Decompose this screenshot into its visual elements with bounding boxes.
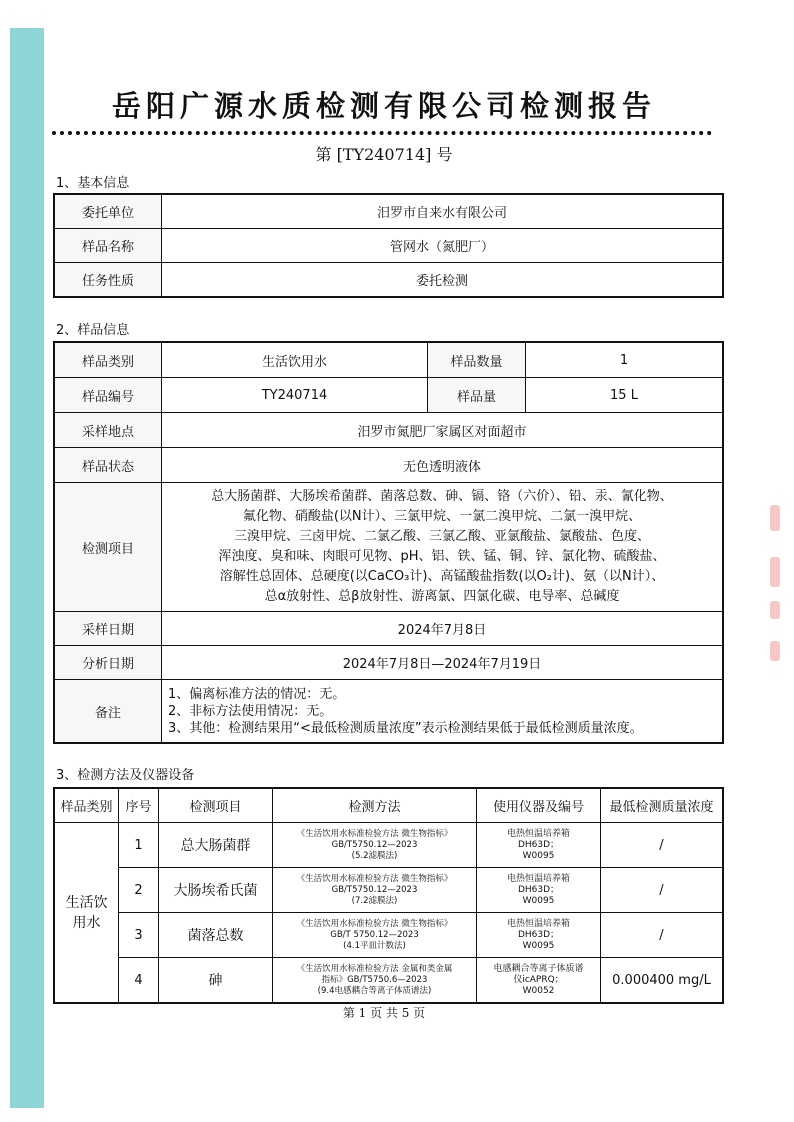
instrument-line: DH63D； bbox=[517, 884, 560, 895]
label-analysis-date: 分析日期 bbox=[55, 646, 162, 680]
test-items-line: 溶解性总固体、总硬度(以CaCO₃计)、高锰酸盐指数(以O₂计)、氨（以N计）、 bbox=[219, 569, 665, 584]
test-items-line: 总α放射性、总β放射性、游离氯、四氯化碳、电导率、总碱度 bbox=[264, 589, 620, 604]
label-sample-no: 样品编号 bbox=[55, 378, 162, 413]
method-line: 《生活饮用水标准检验方法 微生物指标》 bbox=[296, 918, 453, 929]
title-divider bbox=[52, 131, 712, 135]
row-limit: / bbox=[601, 868, 723, 913]
value-sampling-date: 2024年7月8日 bbox=[162, 612, 723, 646]
label-sample-name: 样品名称 bbox=[55, 229, 162, 263]
col-header-category: 样品类别 bbox=[55, 789, 119, 823]
methods-table bbox=[54, 788, 723, 1003]
category-cell: 生活饮用水 bbox=[55, 823, 119, 1003]
left-edge-strip bbox=[10, 28, 44, 1108]
section-2-heading: 2、样品信息 bbox=[56, 323, 130, 338]
row-method bbox=[273, 913, 477, 958]
test-items-line: 总大肠菌群、大肠埃希菌群、菌落总数、砷、镉、铬（六价）、铅、汞、氰化物、 bbox=[211, 489, 673, 504]
label-sample-type: 样品类别 bbox=[55, 343, 162, 378]
note-line: 1、偏离标准方法的情况：无。 bbox=[168, 686, 346, 702]
instrument-line: 仪icAPRQ； bbox=[513, 974, 564, 985]
method-line: 《生活饮用水标准检验方法 微生物指标》 bbox=[296, 828, 453, 839]
value-task-nature: 委托检测 bbox=[162, 263, 723, 297]
method-line: GB/T 5750.12—2023 bbox=[330, 929, 419, 940]
row-limit: / bbox=[601, 823, 723, 868]
label-sample-count: 样品数量 bbox=[428, 343, 526, 378]
value-notes bbox=[162, 680, 723, 743]
row-instrument bbox=[477, 868, 601, 913]
basic-info-table bbox=[54, 194, 723, 297]
value-test-items bbox=[162, 483, 723, 612]
row-item: 大肠埃希氏菌 bbox=[159, 868, 273, 913]
row-item: 总大肠菌群 bbox=[159, 823, 273, 868]
value-client: 汨罗市自来水有限公司 bbox=[162, 195, 723, 229]
col-header-limit: 最低检测质量浓度 bbox=[601, 789, 723, 823]
col-header-method: 检测方法 bbox=[273, 789, 477, 823]
row-method bbox=[273, 958, 477, 1003]
value-state: 无色透明液体 bbox=[162, 448, 723, 483]
col-header-item: 检测项目 bbox=[159, 789, 273, 823]
method-line: (9.4电感耦合等离子体质谱法) bbox=[317, 985, 432, 996]
value-analysis-date: 2024年7月8日—2024年7月19日 bbox=[162, 646, 723, 680]
row-instrument bbox=[477, 958, 601, 1003]
row-no: 2 bbox=[119, 868, 159, 913]
row-method bbox=[273, 868, 477, 913]
value-sample-type: 生活饮用水 bbox=[162, 343, 428, 378]
row-method bbox=[273, 823, 477, 868]
value-sample-amount: 15 L bbox=[526, 378, 723, 413]
table-row bbox=[55, 913, 723, 958]
method-line: GB/T5750.12—2023 bbox=[331, 884, 418, 895]
row-instrument bbox=[477, 913, 601, 958]
value-sample-no: TY240714 bbox=[162, 378, 428, 413]
page-footer: 第 1 页 共 5 页 bbox=[342, 1006, 426, 1020]
col-header-no: 序号 bbox=[119, 789, 159, 823]
label-notes: 备注 bbox=[55, 680, 162, 743]
instrument-line: 电热恒温培养箱 bbox=[506, 918, 570, 929]
method-line: GB/T5750.12—2023 bbox=[331, 839, 418, 850]
instrument-line: W0052 bbox=[522, 985, 555, 996]
row-no: 1 bbox=[119, 823, 159, 868]
value-sample-count: 1 bbox=[526, 343, 723, 378]
test-items-line: 氟化物、硝酸盐(以N计）、三氯甲烷、一氯二溴甲烷、二氯一溴甲烷、 bbox=[242, 509, 642, 524]
col-header-instrument: 使用仪器及编号 bbox=[477, 789, 601, 823]
report-title: 岳阳广源水质检测有限公司检测报告 bbox=[111, 89, 656, 123]
report-number: 第 [TY240714] 号 bbox=[315, 145, 453, 164]
value-location: 汨罗市氮肥厂家属区对面超市 bbox=[162, 413, 723, 448]
table-row bbox=[55, 868, 723, 913]
method-line: 《生活饮用水标准检验方法 金属和类金属 bbox=[296, 963, 453, 974]
label-test-items: 检测项目 bbox=[55, 483, 162, 612]
note-line: 2、非标方法使用情况：无。 bbox=[168, 703, 333, 719]
instrument-line: W0095 bbox=[522, 940, 555, 951]
section-1-heading: 1、基本信息 bbox=[56, 176, 130, 191]
instrument-line: 电热恒温培养箱 bbox=[506, 873, 570, 884]
label-sample-amount: 样品量 bbox=[428, 378, 526, 413]
label-sampling-date: 采样日期 bbox=[55, 612, 162, 646]
row-limit: / bbox=[601, 913, 723, 958]
instrument-line: 电感耦合等离子体质谱 bbox=[493, 963, 584, 974]
section-3-heading: 3、检测方法及仪器设备 bbox=[56, 768, 195, 783]
instrument-line: 电热恒温培养箱 bbox=[506, 828, 570, 839]
instrument-line: DH63D； bbox=[517, 839, 560, 850]
row-item: 砷 bbox=[159, 958, 273, 1003]
method-line: 《生活饮用水标准检验方法 微生物指标》 bbox=[296, 873, 453, 884]
label-location: 采样地点 bbox=[55, 413, 162, 448]
instrument-line: DH63D； bbox=[517, 929, 560, 940]
value-sample-name: 管网水（氮肥厂） bbox=[162, 229, 723, 263]
note-line: 3、其他：检测结果用“<最低检测质量浓度”表示检测结果低于最低检测质量浓度。 bbox=[168, 720, 643, 736]
table-row bbox=[55, 823, 723, 868]
instrument-line: W0095 bbox=[522, 850, 555, 861]
method-line: (4.1平皿计数法) bbox=[343, 940, 406, 951]
row-limit: 0.000400 mg/L bbox=[601, 958, 723, 1003]
test-items-line: 三溴甲烷、三卤甲烷、二氯乙酸、三氯乙酸、亚氯酸盐、氯酸盐、色度、 bbox=[233, 529, 650, 544]
row-no: 3 bbox=[119, 913, 159, 958]
method-line: 指标》GB/T5750.6—2023 bbox=[321, 974, 428, 985]
instrument-line: W0095 bbox=[522, 895, 555, 906]
method-line: (5.2滤膜法) bbox=[351, 850, 398, 861]
row-no: 4 bbox=[119, 958, 159, 1003]
label-task-nature: 任务性质 bbox=[55, 263, 162, 297]
test-items-line: 浑浊度、臭和味、肉眼可见物、pH、铝、铁、锰、铜、锌、氯化物、硫酸盐、 bbox=[218, 549, 666, 564]
label-state: 样品状态 bbox=[55, 448, 162, 483]
method-line: (7.2滤膜法) bbox=[351, 895, 398, 906]
label-client: 委托单位 bbox=[55, 195, 162, 229]
seal-stamp-fragment bbox=[764, 505, 786, 665]
row-item: 菌落总数 bbox=[159, 913, 273, 958]
table-row bbox=[55, 958, 723, 1003]
row-instrument bbox=[477, 823, 601, 868]
sample-info-table bbox=[54, 342, 723, 743]
